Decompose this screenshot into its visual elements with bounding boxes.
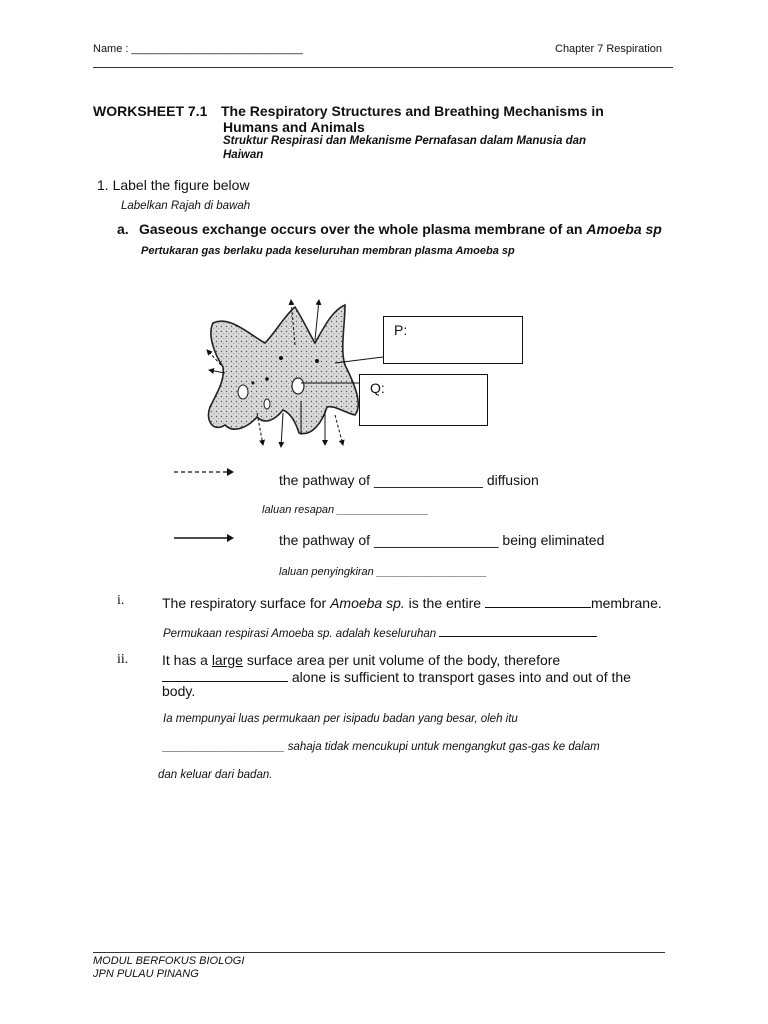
item-i-number: i.: [117, 593, 125, 608]
question-1-malay: Labelkan Rajah di bawah: [121, 200, 251, 212]
header-rule: [93, 67, 673, 68]
worksheet-title-line2: Humans and Animals: [223, 119, 365, 135]
dashed-arrow-icon: [174, 466, 234, 478]
item-i-text: [162, 593, 662, 611]
item-ii-line2: [162, 667, 631, 685]
item-ii-line1: [162, 652, 560, 668]
item-ii-malay-blank[interactable]: ___________________: [163, 741, 285, 753]
item-i-after: membrane.: [590, 595, 662, 611]
legend-solid-malay: laluan penyingkiran __________________: [279, 566, 487, 578]
item-i-malay: [163, 624, 597, 640]
name-field-label: Name : ____________________________: [93, 43, 303, 55]
item-ii-line1-before: It has a: [162, 652, 212, 668]
item-i-before: The respiratory surface for: [162, 595, 331, 611]
question-1-label: 1. Label the figure below: [97, 177, 250, 193]
solid-arrow-icon: [174, 532, 234, 544]
item-ii-malay-line2: [163, 741, 600, 753]
item-ii-number: ii.: [117, 652, 129, 667]
legend-solid-text: [279, 532, 604, 548]
item-i-malay-blank[interactable]: [439, 624, 597, 637]
part-a-malay: Pertukaran gas berlaku pada keseluruhan membran plasma Amoeba sp: [141, 245, 515, 257]
footer-line1: MODUL BERFOKUS BIOLOGI: [93, 955, 245, 967]
part-a-text: [139, 221, 662, 237]
legend-dashed-text: [279, 472, 539, 488]
item-ii-malay-line1: Ia mempunyai luas permukaan per isipadu badan yang besar, oleh itu: [163, 713, 518, 725]
legend-solid-before: the pathway of: [279, 532, 374, 548]
item-ii-malay-line3: dan keluar dari badan.: [158, 769, 273, 781]
part-a-organism: Amoeba sp: [586, 221, 662, 237]
part-a-text-main: Gaseous exchange occurs over the whole plasma membrane of an: [139, 221, 587, 237]
item-ii-line3: body.: [162, 683, 196, 699]
legend-dashed-before: the pathway of: [279, 472, 374, 488]
legend-solid-after: being eliminated: [498, 532, 605, 548]
item-i-organism: Amoeba sp.: [330, 595, 405, 611]
legend-solid-blank[interactable]: ________________: [373, 532, 499, 548]
label-box-q[interactable]: [359, 374, 488, 426]
item-i-malay-text: Permukaan respirasi Amoeba sp. adalah keseluruhan: [163, 628, 440, 640]
worksheet-title-line1: The Respiratory Structures and Breathing Mechanisms in: [221, 103, 604, 119]
label-box-p-text: P:: [394, 322, 408, 338]
part-a-letter: a.: [117, 221, 129, 237]
legend-dashed-blank[interactable]: ______________: [373, 472, 483, 488]
legend-dashed-after: diffusion: [482, 472, 539, 488]
label-box-q-text: Q:: [370, 380, 385, 396]
footer-line2: JPN PULAU PINANG: [93, 968, 199, 980]
item-i-blank[interactable]: [485, 593, 591, 608]
item-ii-malay-line2-text: sahaja tidak mencukupi untuk mengangkut gas-gas ke dalam: [284, 741, 600, 753]
item-ii-line1-underlined: large: [211, 652, 243, 668]
worksheet-title-malay-line1: Struktur Respirasi dan Mekanisme Pernafasan dalam Manusia dan: [223, 135, 587, 147]
worksheet-title-malay-line2: Haiwan: [223, 149, 264, 161]
legend-dashed-malay: laluan resapan _______________: [262, 504, 429, 516]
item-i-mid: is the entire: [404, 595, 485, 611]
label-box-p[interactable]: [383, 316, 523, 364]
item-ii-line2-text: alone is sufficient to transport gases into and out of the: [288, 669, 631, 685]
chapter-label: Chapter 7 Respiration: [555, 43, 663, 55]
item-ii-blank[interactable]: [162, 667, 288, 682]
worksheet-number: WORKSHEET 7.1: [93, 103, 208, 119]
item-ii-line1-after: surface area per unit volume of the body, therefore: [242, 652, 561, 668]
footer-rule: [93, 952, 665, 953]
